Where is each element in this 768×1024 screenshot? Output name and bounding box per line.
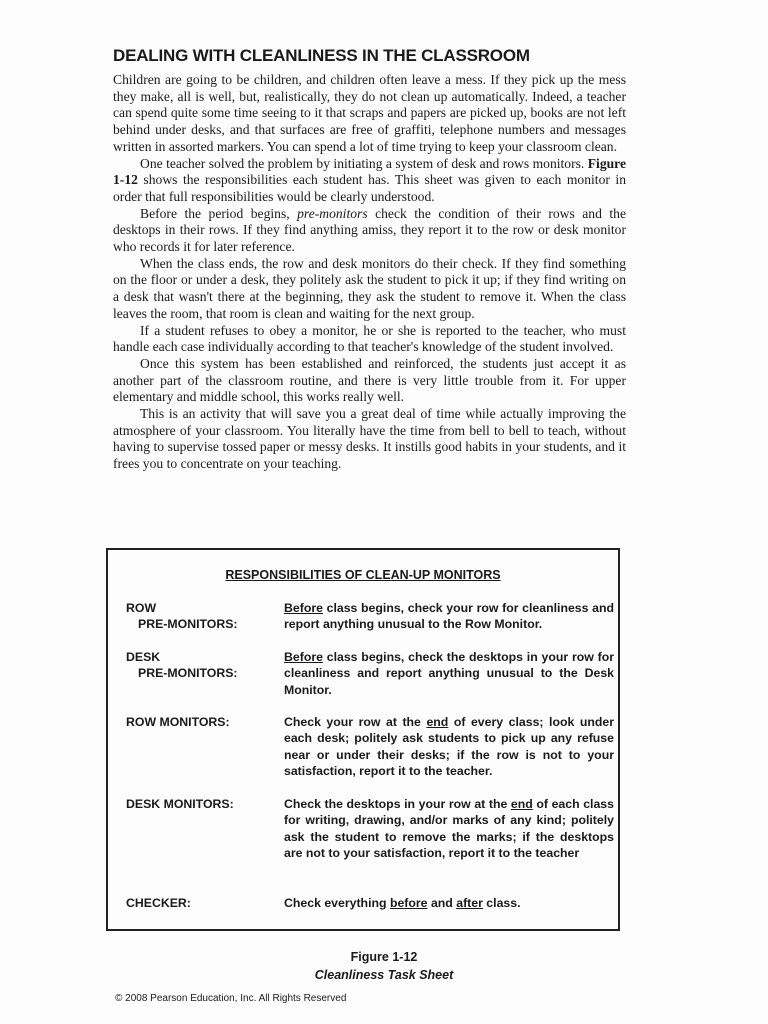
role-label: ROW PRE-MONITORS: xyxy=(126,601,238,632)
text-run: Before the period begins, xyxy=(140,205,298,221)
paragraph: When the class ends, the row and desk monitors do their check. If they find something on the floor or under a desk, they politely ask the student to pick it up; if they find writing on a desk that wasn't there at the beginning, they ask the student to remove it. When the class leaves the room, that room is clean and waiting for the next group. xyxy=(113,255,626,321)
role-label: ROW MONITORS: xyxy=(126,715,230,729)
section-heading: DEALING WITH CLEANLINESS IN THE CLASSROOM xyxy=(113,46,530,65)
role-description: Check the desktops in your row at the end of each class for writing, drawing, and/or marks of any kind; politely ask the student to remove the marks; if the desktops are not to your satisfaction, report it to the teacher xyxy=(284,797,614,860)
box-title: RESPONSIBILITIES OF CLEAN-UP MONITORS xyxy=(225,568,501,582)
paragraph: Children are going to be children, and children often leave a mess. If they pick up the mess they make, all is well, but, realistically, they do not clean up automatically. Indeed, a teacher can spend quite some time seeing to it that scraps and papers are picked up, books are not left behind under desks, and that surfaces are free of graffiti, telephone numbers and messages written in assorted markers. You can spend a lot of time trying to keep your classroom clean. xyxy=(113,72,626,154)
paragraph: If a student refuses to obey a monitor, he or she is reported to the teacher, who must handle each case individually according to that teacher's knowledge of the student involved. xyxy=(113,322,626,355)
figure-number: Figure 1-12 xyxy=(350,950,418,964)
copyright-notice: © 2008 Pearson Education, Inc. All Rights Reserved xyxy=(115,993,347,1004)
text-run: shows the responsibilities each student has. This sheet was given to each monitor in order that full responsibilities would be clearly understood. xyxy=(113,172,626,204)
paragraph: Once this system has been established and reinforced, the students just accept it as another part of the classroom routine, and there is very little trouble from it. For upper elementary and middle school, this works really well. xyxy=(113,355,626,405)
text-run: One teacher solved the problem by initiating a system of desk and rows monitors. xyxy=(140,155,588,171)
figure-reference: Figure 1-12 xyxy=(113,155,626,188)
figure-caption: Cleanliness Task Sheet xyxy=(314,968,454,982)
paragraph: This is an activity that will save you a great deal of time while actually improving the atmosphere of your classroom. You literally have the time from bell to bell to teach, without having to supervise tossed paper or messy desks. It instills good habits in your students, and it frees you to concentrate on your teaching. xyxy=(113,406,626,472)
paragraph xyxy=(113,206,626,256)
emphasis-term: pre-monitors xyxy=(297,205,368,221)
role-label: CHECKER: xyxy=(126,896,191,910)
text-run: check the condition of their rows and the desktops in their rows. If they find anything amiss, they report it to the row or desk monitor who records it for later reference. xyxy=(113,205,626,255)
body-text xyxy=(113,72,626,473)
role-description: Before class begins, check the desktops in your row for cleanliness and report anything unusual to the Desk Monitor. xyxy=(284,650,614,697)
role-description: Check everything before and after class. xyxy=(284,896,521,910)
paragraph xyxy=(113,156,626,206)
role-label: DESK PRE-MONITORS: xyxy=(126,650,238,681)
responsibilities-box xyxy=(106,548,620,931)
role-label: DESK MONITORS: xyxy=(126,797,234,811)
role-description: Before class begins, check your row for cleanliness and report anything unusual to the Row Monitor. xyxy=(284,601,614,632)
role-description: Check your row at the end of every class; look under each desk; politely ask students to pick up any refuse near or under their desks; if the row is not to your satisfaction, report it to the teacher. xyxy=(284,715,614,778)
